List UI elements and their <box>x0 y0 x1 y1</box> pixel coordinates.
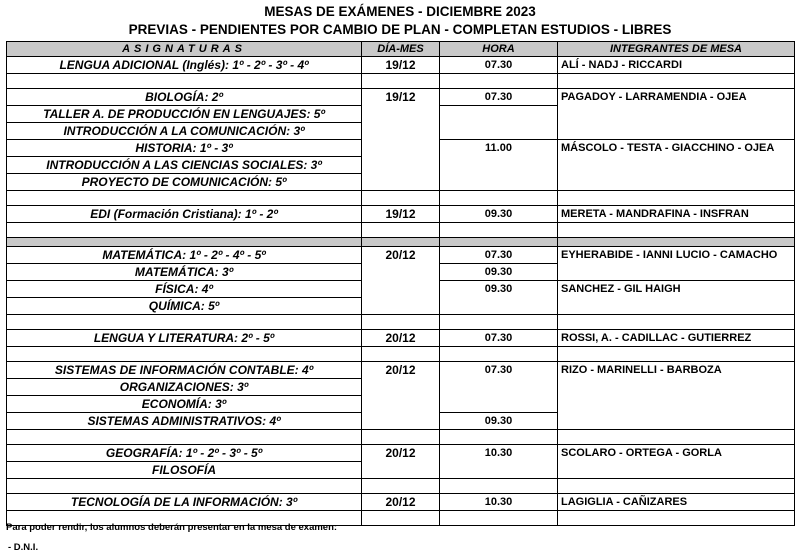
table-row <box>7 57 795 74</box>
hour-cell: 07.30 <box>440 89 558 106</box>
table-row <box>7 379 795 396</box>
footer-item: - D.N.I. <box>8 542 39 553</box>
hour-cell: 11.00 <box>440 140 558 157</box>
hour-cell: 07.30 <box>440 362 558 379</box>
committee-cell: MERETA - MANDRAFINA - INSFRAN <box>558 206 795 223</box>
subject-cell: MATEMÁTICA: 1º - 2º - 4º - 5º <box>7 247 362 264</box>
subject-cell: QUÍMICA: 5º <box>7 298 362 315</box>
subject-cell: ECONOMÍA: 3º <box>7 396 362 413</box>
table-row <box>7 89 795 106</box>
hour-cell: 09.30 <box>440 206 558 223</box>
table-row <box>7 494 795 511</box>
spacer-row <box>7 223 795 238</box>
hour-cell: 10.30 <box>440 494 558 511</box>
subject-cell: FÍSICA: 4º <box>7 281 362 298</box>
table-row <box>7 140 795 157</box>
subject-cell: LENGUA ADICIONAL (Inglés): 1º - 2º - 3º - 4º <box>7 57 362 74</box>
spacer-row <box>7 191 795 206</box>
table-row <box>7 298 795 315</box>
footer-note: Para poder rendir, los alumnos deberán presentar en la mesa de examen: <box>6 522 338 533</box>
table-row <box>7 264 795 281</box>
col-dia-mes: DÍA-MES <box>362 42 440 57</box>
subject-cell: SISTEMAS ADMINISTRATIVOS: 4º <box>7 413 362 430</box>
table-row <box>7 123 795 140</box>
subject-cell: GEOGRAFÍA: 1º - 2º - 3º - 5º <box>7 445 362 462</box>
subject-cell: INTRODUCCIÓN A LA COMUNICACIÓN: 3º <box>7 123 362 140</box>
hour-cell: 09.30 <box>440 413 558 430</box>
subject-cell: LENGUA Y LITERATURA: 2º - 5º <box>7 330 362 347</box>
table-row <box>7 157 795 174</box>
exam-table <box>6 41 795 526</box>
hour-cell: 09.30 <box>440 264 558 281</box>
hour-cell: 09.30 <box>440 281 558 298</box>
col-asignaturas: ASIGNATURAS <box>7 42 362 57</box>
spacer-row <box>7 479 795 494</box>
table-row <box>7 330 795 347</box>
hour-cell: 07.30 <box>440 247 558 264</box>
page-subtitle: PREVIAS - PENDIENTES POR CAMBIO DE PLAN - COMPLETAN ESTUDIOS - LIBRES <box>128 22 672 37</box>
committee-cell: RIZO - MARINELLI - BARBOZA <box>558 362 795 379</box>
date-cell: 19/12 <box>362 89 440 106</box>
subject-cell: SISTEMAS DE INFORMACIÓN CONTABLE: 4º <box>7 362 362 379</box>
date-cell: 20/12 <box>362 445 440 462</box>
subject-cell: BIOLOGÍA: 2º <box>7 89 362 106</box>
table-row <box>7 174 795 191</box>
spacer-row <box>7 430 795 445</box>
col-hora: HORA <box>440 42 558 57</box>
committee-cell: SANCHEZ - GIL HAIGH <box>558 281 795 298</box>
spacer-row <box>7 74 795 89</box>
date-cell: 19/12 <box>362 57 440 74</box>
table-row <box>7 462 795 479</box>
table-row <box>7 106 795 123</box>
committee-cell: EYHERABIDE - IANNI LUCIO - CAMACHO <box>558 247 795 264</box>
subject-cell: INTRODUCCIÓN A LAS CIENCIAS SOCIALES: 3º <box>7 157 362 174</box>
date-cell: 20/12 <box>362 362 440 379</box>
hour-cell: 10.30 <box>440 445 558 462</box>
hour-cell: 07.30 <box>440 330 558 347</box>
committee-cell: ROSSI, A. - CADILLAC - GUTIERREZ <box>558 330 795 347</box>
table-row <box>7 413 795 430</box>
subject-cell: TALLER A. DE PRODUCCIÓN EN LENGUAJES: 5º <box>7 106 362 123</box>
table-row <box>7 445 795 462</box>
date-cell: 20/12 <box>362 247 440 264</box>
subject-cell: ORGANIZACIONES: 3º <box>7 379 362 396</box>
committee-cell: MÁSCOLO - TESTA - GIACCHINO - OJEA <box>558 140 795 157</box>
subject-cell: PROYECTO DE COMUNICACIÓN: 5º <box>7 174 362 191</box>
date-cell: 19/12 <box>362 206 440 223</box>
committee-cell: SCOLARO - ORTEGA - GORLA <box>558 445 795 462</box>
table-row <box>7 206 795 223</box>
table-header <box>7 42 795 57</box>
subject-cell: TECNOLOGÍA DE LA INFORMACIÓN: 3º <box>7 494 362 511</box>
committee-cell: ALÍ - NADJ - RICCARDI <box>558 57 795 74</box>
subject-cell: MATEMÁTICA: 3º <box>7 264 362 281</box>
table-row <box>7 362 795 379</box>
page-title: MESAS DE EXÁMENES - DICIEMBRE 2023 <box>264 4 536 19</box>
committee-cell: PAGADOY - LARRAMENDIA - OJEA <box>558 89 795 106</box>
table-row <box>7 247 795 264</box>
committee-cell: LAGIGLIA - CAÑIZARES <box>558 494 795 511</box>
subject-cell: EDI (Formación Cristiana): 1º - 2º <box>7 206 362 223</box>
spacer-row <box>7 315 795 330</box>
table-row <box>7 281 795 298</box>
col-integrantes: INTEGRANTES DE MESA <box>558 42 795 57</box>
date-cell: 20/12 <box>362 494 440 511</box>
divider-row <box>7 238 795 247</box>
date-cell: 20/12 <box>362 330 440 347</box>
spacer-row <box>7 347 795 362</box>
hour-cell: 07.30 <box>440 57 558 74</box>
table-row <box>7 396 795 413</box>
subject-cell: HISTORIA: 1º - 3º <box>7 140 362 157</box>
subject-cell: FILOSOFÍA <box>7 462 362 479</box>
